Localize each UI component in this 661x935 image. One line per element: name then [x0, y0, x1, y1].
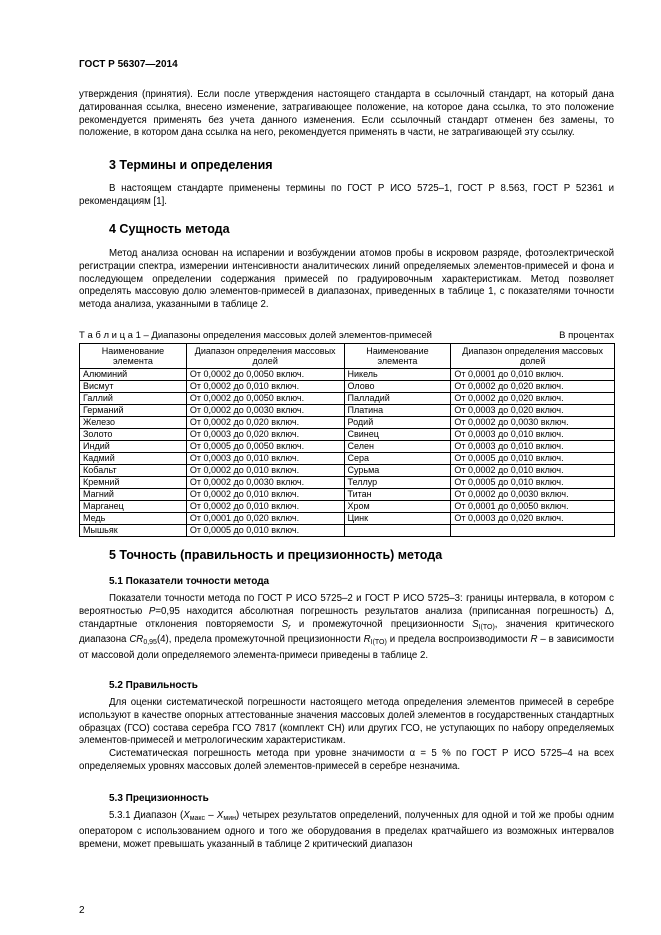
range-cell: От 0,0002 до 0,0030 включ. [451, 417, 615, 429]
element-name-cell: Цинк [344, 513, 451, 525]
element-name-cell: Германий [80, 405, 187, 417]
range-cell: От 0,0002 до 0,0050 включ. [186, 393, 344, 405]
table1 [79, 343, 615, 537]
table1-caption [79, 330, 614, 341]
table-row [80, 453, 615, 465]
range-cell: От 0,0001 до 0,010 включ. [451, 369, 615, 381]
section52-text1: Для оценки систематической погрешности настоящего метода определения элементов примесей в серебре используют в качестве опорных аттестованные значения массовых долей элементов в государственных стандартных образцах (ГСО) состава серебра ГСО 7817 (комплект СН) или других ГСО, не уступающих по набору определяемых элементов-примесей и метрологическим характеристикам. [79, 697, 614, 747]
element-name-cell: Платина [344, 405, 451, 417]
range-cell [451, 525, 615, 537]
range-cell: От 0,0002 до 0,0050 включ. [186, 369, 344, 381]
table1-header-cell: Наименование элемента [344, 344, 451, 369]
element-name-cell: Родий [344, 417, 451, 429]
text-run: , значения критического диапазона [79, 618, 615, 646]
table-row [80, 513, 615, 525]
page-number: 2 [79, 905, 85, 916]
element-name-cell: Алюминий [80, 369, 187, 381]
element-name-cell: Никель [344, 369, 451, 381]
table1-unit: В процентах [559, 330, 614, 341]
section3-text: В настоящем стандарте применены термины по ГОСТ Р ИСО 5725–1, ГОСТ Р 8.563, ГОСТ Р 52361 и рекомендациям [1]. [79, 183, 614, 207]
page-header: ГОСТ Р 56307—2014 [79, 59, 178, 70]
range-cell: От 0,0002 до 0,0030 включ. [186, 405, 344, 417]
section51-title: 5.1 Показатели точности метода [109, 576, 270, 587]
element-name-cell: Кадмий [80, 453, 187, 465]
text-run: Показатели точности метода по ГОСТ Р ИСО 5725–2 и ГОСТ Р ИСО 5725–3: границы интервала, в котором с вероятностью [79, 593, 614, 617]
section4-text: Метод анализа основан на испарении и возбуждении атомов пробы в искровом разряде, фотоэлектрической регистрации спектра, измерении интенсивности аналитических линий определяемых элементов-примесей и фона и последующем определении содержания примесей по градуировочным характеристикам. Метод позволяет определять массовую долю элементов-примесей в диапазонах, приведенных в таблице 1, с показателями точности метода анализа, указанными в таблице 2. [79, 248, 614, 311]
var-x: X [183, 810, 190, 821]
section52-title: 5.2 Правильность [109, 680, 198, 691]
element-name-cell: Кремний [80, 477, 187, 489]
var-cr: CR [129, 634, 144, 646]
element-name-cell: Марганец [80, 501, 187, 513]
table-row [80, 489, 615, 501]
element-name-cell: Кобальт [80, 465, 187, 477]
var-cr-sub: 0,95 [143, 639, 157, 647]
element-name-cell [344, 525, 451, 537]
range-cell: От 0,0003 до 0,020 включ. [451, 405, 615, 417]
section52-text2: Систематическая погрешность метода при уровне значимости α = 5 % по ГОСТ Р ИСО 5725–4 на всех определяемых уровнях массовых долей элементов-примесей в серебре незначима. [79, 748, 614, 772]
var-ri-sub: I(TO) [370, 639, 387, 647]
section5-title: 5 Точность (правильность и прецизионность) метода [109, 548, 443, 562]
table-row [80, 381, 615, 393]
range-cell: От 0,0002 до 0,010 включ. [186, 489, 344, 501]
range-cell: От 0,0005 до 0,010 включ. [451, 477, 615, 489]
element-name-cell: Сурьма [344, 465, 451, 477]
table1-header-cell: Наименование элемента [80, 344, 187, 369]
element-name-cell: Индий [80, 441, 187, 453]
table-row [80, 405, 615, 417]
var-sr: S [281, 618, 289, 630]
table1-body [80, 369, 615, 537]
element-name-cell: Медь [80, 513, 187, 525]
range-cell: От 0,0002 до 0,020 включ. [451, 393, 615, 405]
section53-title: 5.3 Прецизионность [109, 793, 209, 804]
range-cell: От 0,0002 до 0,010 включ. [186, 381, 344, 393]
table1-header-cell: Диапазон определения массовых долей [451, 344, 615, 369]
element-name-cell: Галлий [80, 393, 187, 405]
element-name-cell: Хром [344, 501, 451, 513]
var-si: S [472, 618, 479, 630]
range-cell: От 0,0001 до 0,020 включ. [186, 513, 344, 525]
table-row [80, 465, 615, 477]
text-run: и промежуточной прецизионности [290, 618, 473, 630]
element-name-cell: Палладий [344, 393, 451, 405]
text-run: и предела воспроизводимости [386, 634, 531, 646]
element-name-cell: Титан [344, 489, 451, 501]
range-cell: От 0,0002 до 0,010 включ. [186, 501, 344, 513]
text-run: =0,95 находится абсолютная погрешность результатов анализа (приписанная погрешность) Δ, стандартные отклонения повторяемости [79, 605, 615, 630]
var-x-min: мин [223, 815, 236, 822]
range-cell: От 0,0002 до 0,0030 включ. [186, 477, 344, 489]
table-row [80, 501, 615, 513]
range-cell: От 0,0002 до 0,010 включ. [451, 465, 615, 477]
table-row [80, 393, 615, 405]
element-name-cell: Теллур [344, 477, 451, 489]
element-name-cell: Сера [344, 453, 451, 465]
range-cell: От 0,0005 до 0,010 включ. [186, 525, 344, 537]
range-cell: От 0,0003 до 0,010 включ. [451, 441, 615, 453]
range-cell: От 0,0003 до 0,020 включ. [451, 513, 615, 525]
table1-header-cell: Диапазон определения массовых долей [186, 344, 344, 369]
section51-text [79, 593, 614, 663]
element-name-cell: Золото [80, 429, 187, 441]
table-row [80, 417, 615, 429]
element-name-cell: Селен [344, 441, 451, 453]
table-row [80, 441, 615, 453]
text-run: – [205, 810, 217, 821]
var-p: P [148, 605, 156, 617]
text-run: – в зависимости от массовой доли определяемого элемента-примеси приведены в таблице 2. [79, 634, 614, 662]
text-run: (4), предела промежуточной прецизионности [156, 634, 364, 646]
section4-title: 4 Сущность метода [109, 222, 230, 236]
element-name-cell: Мышьяк [80, 525, 187, 537]
section531-text [79, 810, 614, 851]
var-x-max: макс [189, 815, 206, 822]
text-run: 5.3.1 Диапазон ( [109, 810, 184, 821]
range-cell: От 0,0002 до 0,020 включ. [451, 381, 615, 393]
range-cell: От 0,0005 до 0,010 включ. [451, 453, 615, 465]
range-cell: От 0,0003 до 0,010 включ. [186, 453, 344, 465]
var-r: R [530, 634, 538, 646]
table1-header-row [80, 344, 615, 369]
table-row [80, 477, 615, 489]
var-si-sub: I(TO) [478, 623, 495, 631]
var-ri: R [363, 634, 371, 646]
table-row [80, 525, 615, 537]
element-name-cell: Свинец [344, 429, 451, 441]
var-sr-sub: r [288, 623, 291, 631]
range-cell: От 0,0002 до 0,0030 включ. [451, 489, 615, 501]
element-name-cell: Висмут [80, 381, 187, 393]
range-cell: От 0,0003 до 0,020 включ. [186, 429, 344, 441]
table-row [80, 429, 615, 441]
element-name-cell: Железо [80, 417, 187, 429]
element-name-cell: Магний [80, 489, 187, 501]
range-cell: От 0,0005 до 0,0050 включ. [186, 441, 344, 453]
range-cell: От 0,0002 до 0,010 включ. [186, 465, 344, 477]
var-x: X [216, 810, 224, 821]
element-name-cell: Олово [344, 381, 451, 393]
intro-paragraph: утверждения (принятия). Если после утверждения настоящего стандарта в ссылочный стандарт, на который дана датированная ссылка, внесено изменение, затрагивающее положение, на которое дана ссылка, то это положение рекомендуется применять без учета данного изменения. Если ссылочный стандарт отменен без замены, то положение, в котором дана ссылка на него, рекомендуется применять в части, не затрагивающей эту ссылку. [79, 89, 614, 139]
range-cell: От 0,0002 до 0,020 включ. [186, 417, 344, 429]
table1-caption-text: Т а б л и ц а 1 – Диапазоны определения массовых долей элементов-примесей [79, 330, 432, 341]
text-run: ) четырех результатов определений, полученных для одной и той же пробы одним оператором с использованием одного и того же оборудования в пределах кратчайшего из возможных интервалов времени, может превышать указанный в таблице 2 критический диапазон [79, 810, 614, 850]
table-row [80, 369, 615, 381]
range-cell: От 0,0001 до 0,0050 включ. [451, 501, 615, 513]
range-cell: От 0,0003 до 0,010 включ. [451, 429, 615, 441]
section3-title: 3 Термины и определения [109, 158, 273, 172]
